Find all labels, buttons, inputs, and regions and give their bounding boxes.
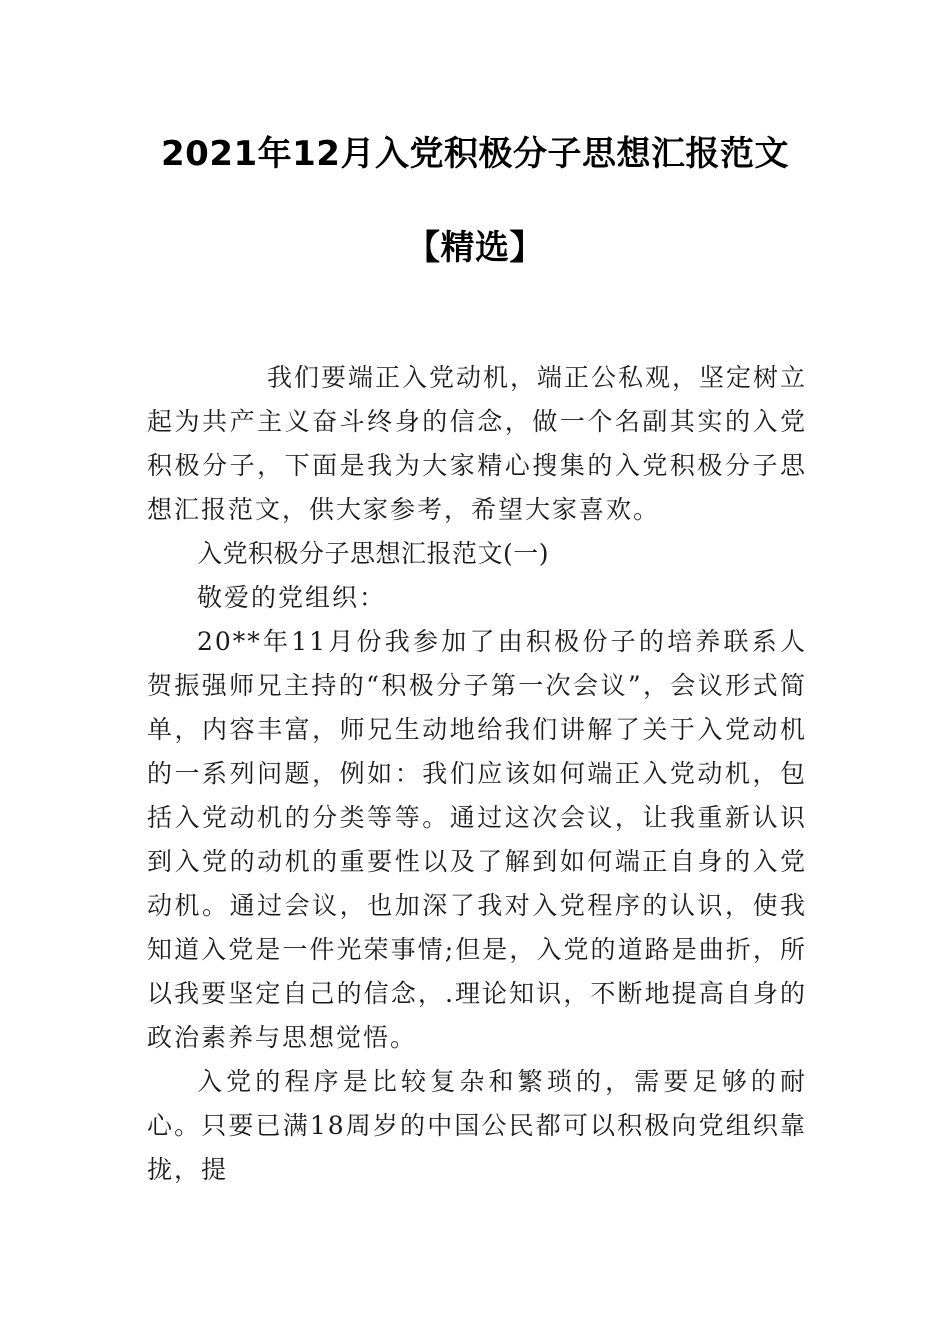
body-paragraph-2: 入党的程序是比较复杂和繁琐的，需要足够的耐心。只要已满18周岁的中国公民都可以积极向党组织靠拢，提: [147, 1067, 807, 1184]
body-paragraph-1: 20**年11月份我参加了由积极份子的培养联系人贺振强师兄主持的“积极分子第一次会议”，会议形式简单，内容丰富，师兄生动地给我们讲解了关于入党动机的一系列问题，例如：我们应该如何端正入党动机，包括入党动机的分类等等。通过这次会议，让我重新认识到入党的动机的重要性以及了解到如何端正自身的入党动机。通过会议，也加深了我对入党程序的认识，使我知道入党是一件光荣事情;但是，入党的道路是曲折，所以我要坚定自己的信念，.理论知识，不断地提高自身的政治素养与思想觉悟。: [147, 627, 807, 1052]
section-heading: 入党积极分子思想汇报范文(一): [197, 539, 550, 568]
intro-paragraph: 我们要端正入党动机，端正公私观，坚定树立起为共产主义奋斗终身的信念，做一个名副其实的入党积极分子，下面是我为大家精心搜集的入党积极分子思想汇报范文，供大家参考，希望大家喜欢。: [147, 363, 808, 524]
document-body: [147, 356, 807, 1192]
document-subtitle: 【精选】: [406, 228, 544, 268]
document-title: 2021年12月入党积极分子思想汇报范文: [161, 134, 789, 174]
salutation: 敬爱的党组织：: [197, 583, 387, 612]
